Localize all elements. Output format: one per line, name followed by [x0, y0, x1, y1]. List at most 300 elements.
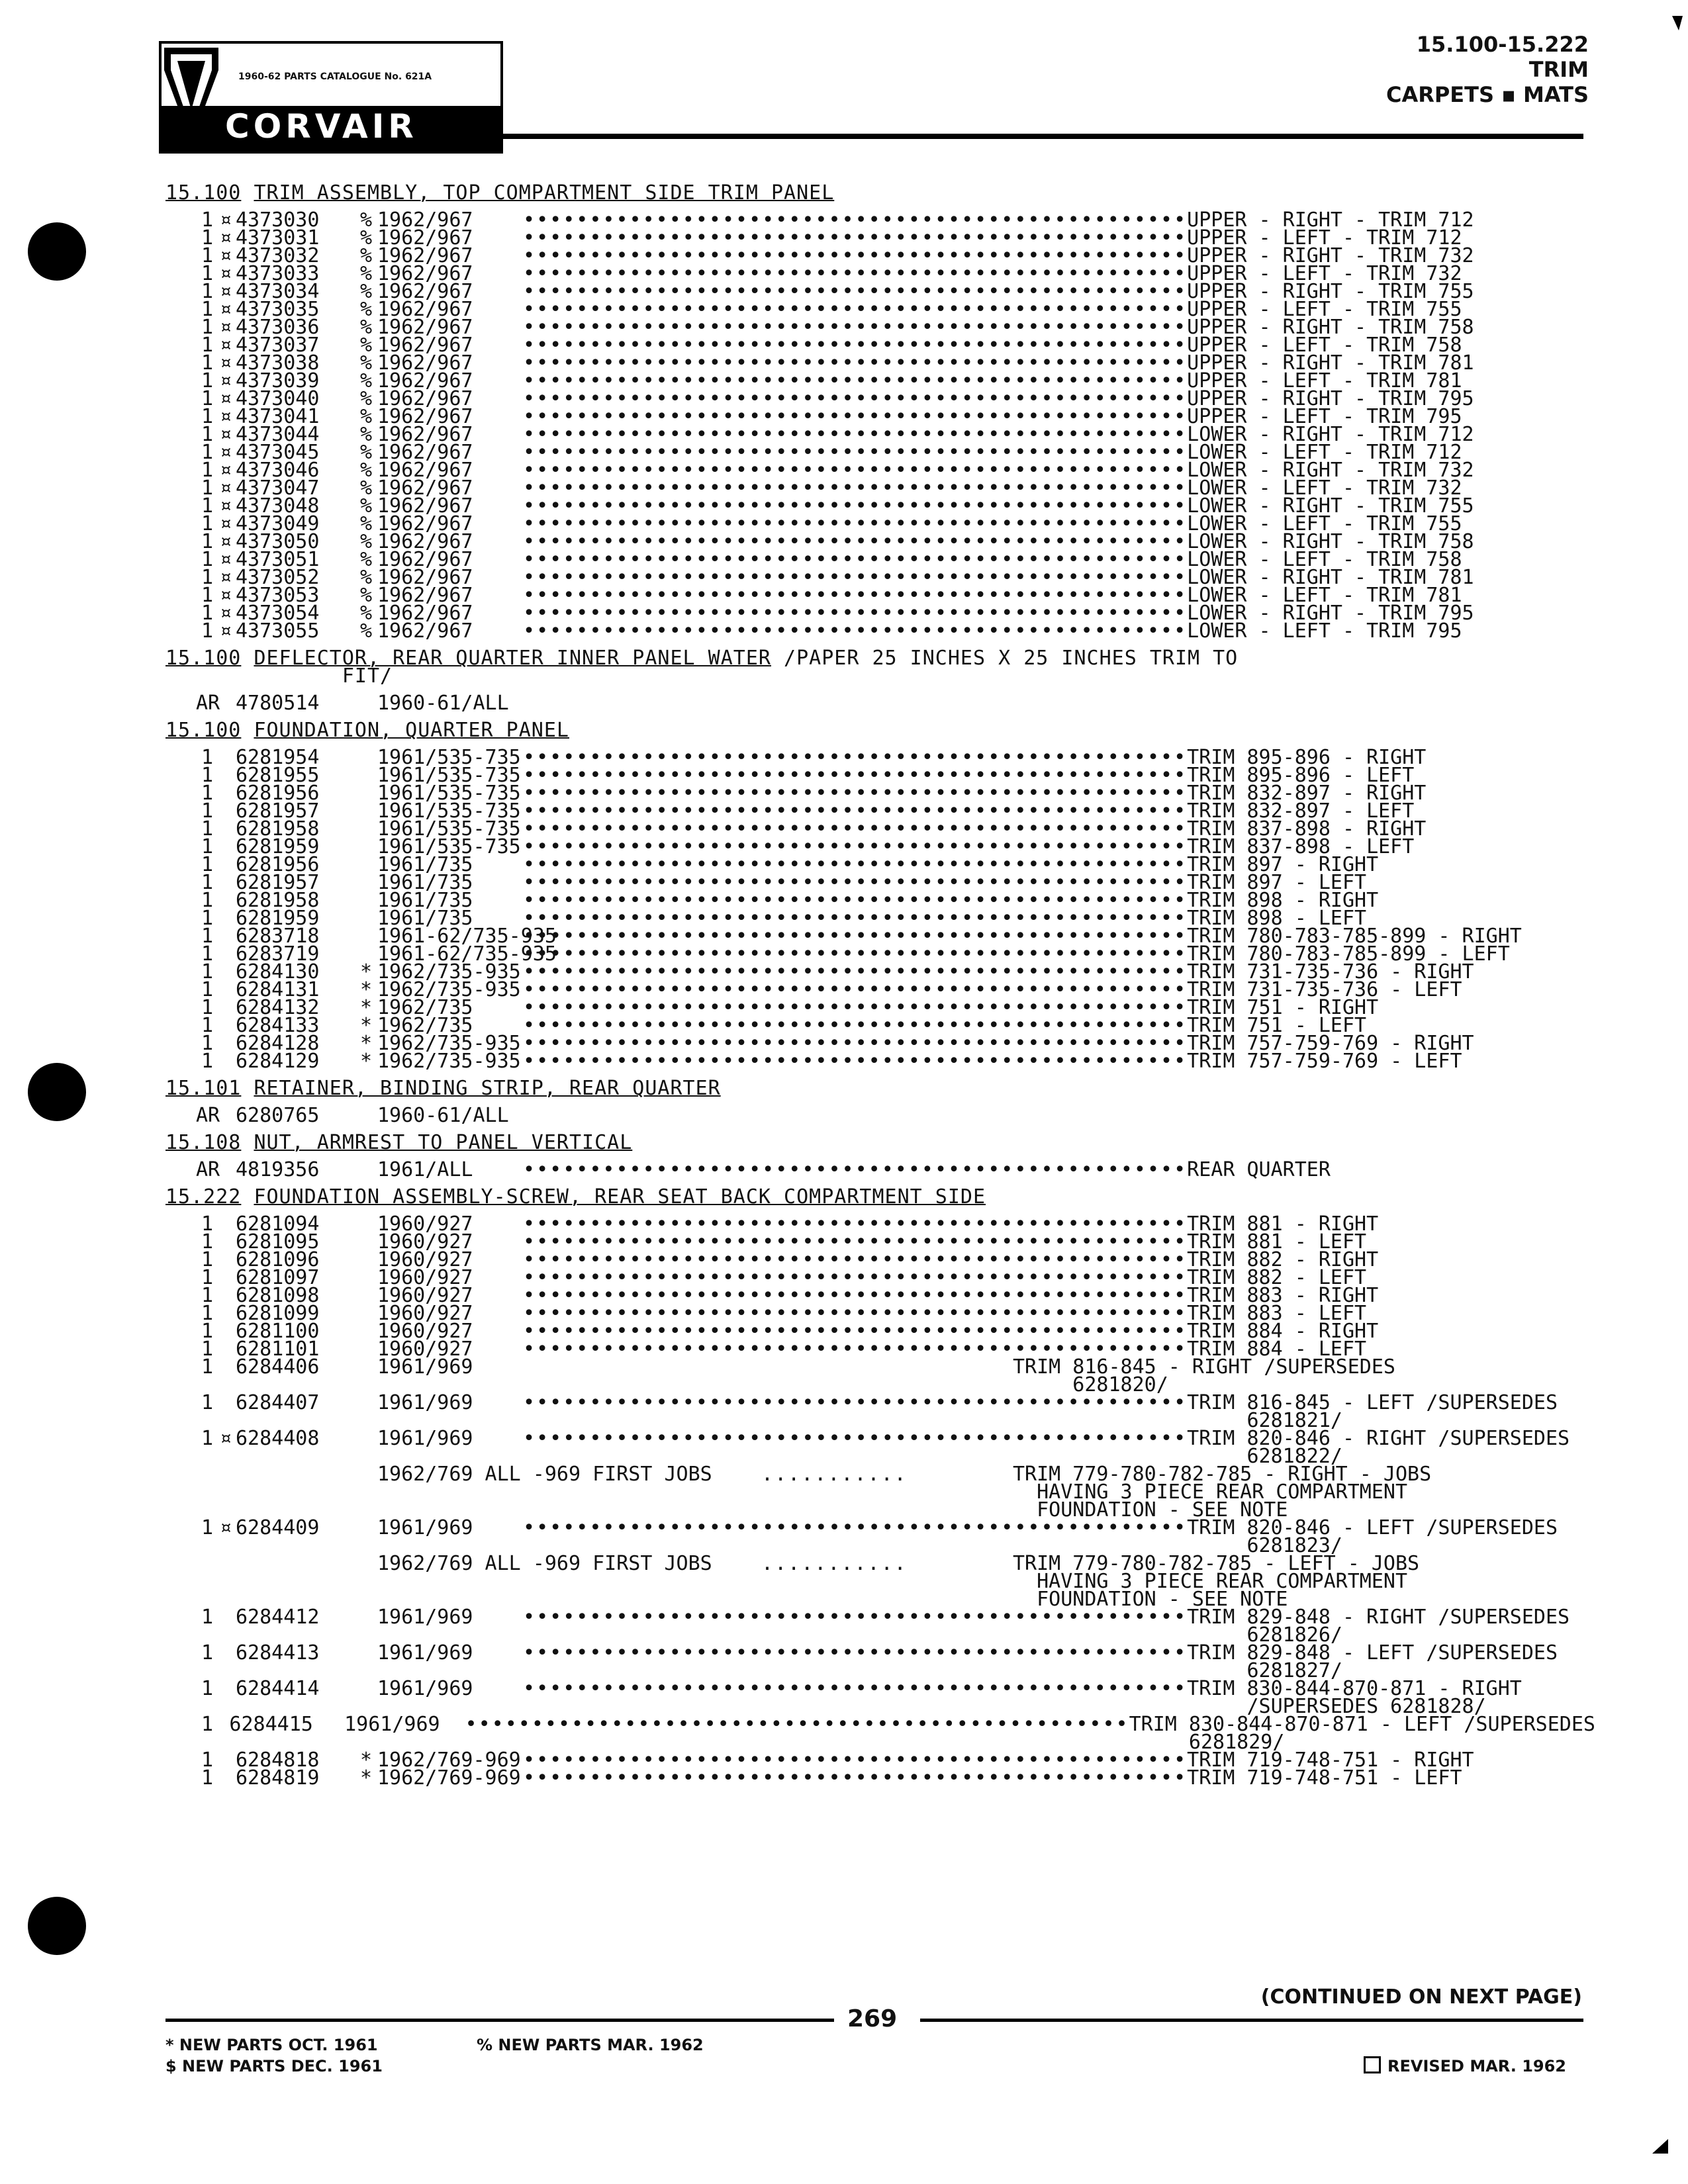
part-row: [165, 1391, 1595, 1432]
model-year: 1961/969: [377, 1516, 473, 1539]
part-description: UPPER - RIGHT - TRIM 795: [1187, 387, 1474, 410]
new-part-symbol: [355, 1555, 377, 1608]
part-quantity: 1: [201, 1320, 214, 1343]
brand-name: CORVAIR: [225, 107, 418, 146]
new-part-symbol: *: [359, 978, 373, 1001]
part-quantity: 1: [201, 512, 214, 535]
part-number: 6284413: [236, 1641, 320, 1664]
model-year: 1961/969: [344, 1713, 440, 1736]
leader-dots: ••••••••••••••••••••••••••••••••••••••••••••••••••: [510, 226, 1188, 250]
change-mark: ¤: [219, 244, 232, 267]
part-number: 6281959: [236, 835, 320, 858]
part-quantity: 1: [201, 280, 214, 303]
new-part-symbol: %: [359, 280, 373, 303]
part-number: 6284131: [236, 978, 320, 1001]
part-row: [165, 692, 1595, 715]
new-part-symbol: [326, 1715, 345, 1751]
leader-dots: ••••••••••••••••••••••••••••••••••••••••••••••••••: [510, 1158, 1188, 1181]
model-year: 1962/967: [377, 584, 473, 607]
group-title: TRIM: [1528, 57, 1589, 82]
corvair-logo: [159, 41, 503, 154]
part-description: UPPER - LEFT - TRIM 758: [1187, 334, 1462, 357]
part-description: UPPER - RIGHT - TRIM 781: [1187, 351, 1474, 375]
part-row: [165, 1427, 1595, 1468]
change-mark: ¤: [219, 530, 232, 553]
change-mark: [216, 1107, 236, 1124]
leader-dots: ••••••••••••••••••••••••••••••••••••••••••••••••••: [510, 1032, 1188, 1055]
part-description: TRIM 820-846 - LEFT /SUPERSEDES 6281823/: [1187, 1516, 1558, 1557]
model-year: 1961/535-735: [377, 799, 521, 823]
model-year: 1962/967: [377, 602, 473, 625]
change-mark: [216, 945, 236, 963]
part-quantity: 1: [201, 1606, 214, 1629]
leader-dots: ••••••••••••••••••••••••••••••••••••••••••••••••••: [510, 1641, 1188, 1664]
part-description: UPPER - RIGHT - TRIM 758: [1187, 316, 1474, 339]
part-number: 6281954: [236, 746, 320, 769]
new-part-symbol: [355, 1251, 377, 1269]
part-quantity: 1: [201, 566, 214, 589]
section-heading: [165, 1079, 1595, 1107]
leader-dots: ••••••••••••••••••••••••••••••••••••••••••••••••••: [510, 1284, 1188, 1307]
part-number: 6284406: [236, 1355, 320, 1379]
part-number: 6284818: [236, 1749, 320, 1772]
footer-rule-right: [920, 2019, 1583, 2022]
leader-dots: ••••••••••••••••••••••••••••••••••••••••••••••••••: [510, 782, 1188, 805]
leader-dots: ••••••••••••••••••••••••••••••••••••••••••••••••••: [510, 405, 1188, 428]
part-description: TRIM 881 - RIGHT: [1187, 1212, 1379, 1236]
part-number: 6281101: [236, 1338, 320, 1361]
change-mark: ¤: [219, 1427, 232, 1450]
part-quantity: 1: [201, 602, 214, 625]
model-year: 1962/967: [377, 459, 473, 482]
part-description: TRIM 837-898 - LEFT: [1187, 835, 1415, 858]
model-year: 1962/967: [377, 494, 473, 518]
new-part-symbol: %: [359, 512, 373, 535]
new-part-symbol: [355, 856, 377, 874]
part-number: 6284129: [236, 1050, 320, 1073]
part-description: UPPER - LEFT - TRIM 732: [1187, 262, 1462, 285]
section-title: TRIM ASSEMBLY, TOP COMPARTMENT SIDE TRIM PANEL: [254, 181, 835, 205]
new-part-symbol: [355, 1287, 377, 1304]
part-description: TRIM 884 - RIGHT: [1187, 1320, 1379, 1343]
footer-rule-left: [165, 2019, 834, 2022]
part-row: [165, 1158, 1595, 1181]
leader-dots: ••••••••••••••••••••••••••••••••••••••••••••••••••: [510, 459, 1188, 482]
model-year: 1962/769-969: [377, 1749, 521, 1772]
change-mark: [216, 1644, 236, 1680]
change-mark: [216, 802, 236, 820]
part-quantity: 1: [201, 782, 214, 805]
part-quantity: 1: [201, 1014, 214, 1037]
part-number: 4373050: [236, 530, 320, 553]
part-quantity: 1: [201, 853, 214, 876]
new-part-symbol: [355, 1161, 377, 1179]
part-description: TRIM 829-848 - RIGHT /SUPERSEDES 6281826/: [1187, 1606, 1570, 1647]
leader-dots: [510, 1358, 1013, 1394]
section-heading: [165, 1185, 1595, 1215]
new-part-symbol: %: [359, 244, 373, 267]
new-part-symbol: %: [359, 226, 373, 250]
new-part-symbol: %: [359, 298, 373, 321]
part-quantity: 1: [201, 925, 214, 948]
punch-hole-top: [28, 222, 86, 281]
model-year: 1961/969: [377, 1355, 473, 1379]
part-description: TRIM 898 - RIGHT: [1187, 889, 1379, 912]
leader-dots: ••••••••••••••••••••••••••••••••••••••••••••••••••: [510, 530, 1188, 553]
part-description: TRIM 830-844-870-871 - LEFT /SUPERSEDES 6281829/: [1129, 1713, 1595, 1754]
part-number: 6281956: [236, 853, 320, 876]
new-part-symbol: [355, 874, 377, 891]
leader-dots: ••••••••••••••••••••••••••••••••••••••••••••••••••: [510, 817, 1188, 841]
new-part-symbol: %: [359, 387, 373, 410]
leader-dots: ••••••••••••••••••••••••••••••••••••••••••••••••••: [510, 1677, 1188, 1700]
model-year: 1961/535-735: [377, 782, 521, 805]
part-number: 6281958: [236, 817, 320, 841]
leader-dots: ••••••••••••••••••••••••••••••••••••••••••••••••••: [510, 799, 1188, 823]
leader-dots: ••••••••••••••••••••••••••••••••••••••••••••••••••: [451, 1713, 1129, 1736]
model-year: 1960/927: [377, 1302, 473, 1325]
part-quantity: 1: [201, 799, 214, 823]
parts-listing: [165, 175, 1595, 1790]
section-title: FOUNDATION, QUARTER PANEL: [254, 719, 569, 742]
leader-dots: ••••••••••••••••••••••••••••••••••••••••••••••••••: [510, 512, 1188, 535]
new-part-symbol: [355, 838, 377, 856]
change-mark: [216, 820, 236, 838]
change-mark: ¤: [219, 405, 232, 428]
model-year: 1960-61/ALL: [377, 1104, 509, 1127]
part-description: UPPER - LEFT - TRIM 712: [1187, 226, 1462, 250]
part-quantity: 1: [201, 871, 214, 894]
part-number: 4373053: [236, 584, 320, 607]
part-quantity: 1: [201, 889, 214, 912]
part-number: 4373036: [236, 316, 320, 339]
model-year: 1961/969: [377, 1606, 473, 1629]
leader-dots: ••••••••••••••••••••••••••••••••••••••••••••••••••: [510, 853, 1188, 876]
leader-dots: ••••••••••••••••••••••••••••••••••••••••••••••••••: [510, 1302, 1188, 1325]
page-number: 269: [847, 2005, 898, 2032]
part-row: [165, 1050, 1595, 1073]
new-part-symbol: [355, 1269, 377, 1287]
change-mark: [216, 856, 236, 874]
part-quantity: 1: [201, 1749, 214, 1772]
section-heading: [165, 649, 1595, 694]
part-number: 6284132: [236, 996, 320, 1019]
section-heading: [165, 1131, 1595, 1161]
section-title: FOUNDATION ASSEMBLY-SCREW, REAR SEAT BACK COMPARTMENT SIDE: [254, 1185, 986, 1208]
leader-dots: ••••••••••••••••••••••••••••••••••••••••••••••••••: [510, 1050, 1188, 1073]
change-mark: [216, 1269, 236, 1287]
part-description: TRIM 731-735-736 - RIGHT: [1187, 960, 1474, 983]
legend-mar-1962: % NEW PARTS MAR. 1962: [477, 2036, 704, 2054]
leader-dots: ••••••••••••••••••••••••••••••••••••••••••••••••••: [510, 244, 1188, 267]
new-part-symbol: [355, 1608, 377, 1644]
part-description: TRIM 779-780-782-785 - LEFT - JOBS HAVING 3 PIECE REAR COMPARTMENT FOUNDATION - SEE NOTE: [1013, 1552, 1420, 1611]
change-mark: ¤: [219, 1516, 232, 1539]
corner-mark-bottom-icon: [1652, 2139, 1668, 2154]
leader-dots: ••••••••••••••••••••••••••••••••••••••••••••••••••: [510, 208, 1188, 232]
change-mark: ¤: [219, 280, 232, 303]
change-mark: ¤: [219, 387, 232, 410]
part-description: LOWER - LEFT - TRIM 795: [1187, 619, 1462, 643]
change-mark: ¤: [219, 619, 232, 643]
part-quantity: 1: [201, 1212, 214, 1236]
part-quantity: 1: [201, 584, 214, 607]
part-row: [165, 1552, 1595, 1611]
header-rule: [503, 134, 1583, 139]
leader-dots: ••••••••••••••••••••••••••••••••••••••••••••••••••: [510, 298, 1188, 321]
part-number: 4373049: [236, 512, 320, 535]
model-year: 1962/769 ALL -969 FIRST JOBS: [377, 1552, 712, 1575]
leader-dots: ...........: [748, 1552, 908, 1575]
model-year: 1960/927: [377, 1266, 473, 1289]
part-quantity: 1: [201, 1032, 214, 1055]
part-number: 4373047: [236, 477, 320, 500]
part-description: TRIM 884 - LEFT: [1187, 1338, 1367, 1361]
model-year: 1962/967: [377, 387, 473, 410]
change-mark: ¤: [219, 494, 232, 518]
leader-dots: ••••••••••••••••••••••••••••••••••••••••••••••••••: [510, 1766, 1188, 1790]
part-number: 4373051: [236, 548, 320, 571]
new-part-symbol: %: [359, 477, 373, 500]
part-row: [165, 1516, 1595, 1557]
new-part-symbol: %: [359, 584, 373, 607]
model-year: 1962/735-935: [377, 978, 521, 1001]
part-quantity: AR: [196, 1158, 220, 1181]
checkbox-icon: [1364, 2056, 1381, 2073]
section-code: 15.222: [165, 1185, 242, 1208]
part-description: UPPER - RIGHT - TRIM 755: [1187, 280, 1474, 303]
part-quantity: [165, 1465, 216, 1519]
continued-note: (CONTINUED ON NEXT PAGE): [1260, 1985, 1582, 2009]
part-number: 6281094: [236, 1212, 320, 1236]
new-part-symbol: [355, 1215, 377, 1233]
new-part-symbol: %: [359, 494, 373, 518]
new-part-symbol: %: [359, 459, 373, 482]
part-quantity: 1: [201, 817, 214, 841]
part-description: TRIM 719-748-751 - RIGHT: [1187, 1749, 1474, 1772]
model-year: 1961/535-735: [377, 817, 521, 841]
part-number: 4373046: [236, 459, 320, 482]
new-part-symbol: [355, 1394, 377, 1430]
part-description: LOWER - RIGHT - TRIM 712: [1187, 423, 1474, 446]
part-quantity: 1: [201, 978, 214, 1001]
change-mark: [216, 1680, 236, 1715]
new-part-symbol: *: [359, 1050, 373, 1073]
part-description: LOWER - RIGHT - TRIM 758: [1187, 530, 1474, 553]
new-part-symbol: %: [359, 405, 373, 428]
part-number: 6281096: [236, 1248, 320, 1271]
part-number: 4373048: [236, 494, 320, 518]
model-year: 1962/967: [377, 226, 473, 250]
part-number: 6284414: [236, 1677, 320, 1700]
part-description: TRIM 895-896 - RIGHT: [1187, 746, 1427, 769]
change-mark: [216, 927, 236, 945]
new-part-symbol: %: [359, 423, 373, 446]
part-description: TRIM 751 - LEFT: [1187, 1014, 1367, 1037]
leader-dots: ••••••••••••••••••••••••••••••••••••••••••••••••••: [510, 548, 1188, 571]
model-year: 1961/535-735: [377, 835, 521, 858]
part-quantity: 1: [201, 942, 214, 966]
part-description: UPPER - LEFT - TRIM 755: [1187, 298, 1462, 321]
change-mark: [216, 1465, 236, 1519]
change-mark: [216, 1251, 236, 1269]
part-quantity: 1: [201, 423, 214, 446]
leader-dots: ••••••••••••••••••••••••••••••••••••••••••••••••••: [510, 1230, 1188, 1253]
leader-dots: ••••••••••••••••••••••••••••••••••••••••••••••••••: [510, 1266, 1188, 1289]
leader-dots: ••••••••••••••••••••••••••••••••••••••••••••••••••: [510, 1248, 1188, 1271]
model-year: 1962/967: [377, 441, 473, 464]
new-part-symbol: [355, 694, 377, 712]
part-number: 4373044: [236, 423, 320, 446]
leader-dots: ••••••••••••••••••••••••••••••••••••••••••••••••••: [510, 1516, 1188, 1539]
part-quantity: 1: [201, 1641, 214, 1664]
part-description: LOWER - LEFT - TRIM 712: [1187, 441, 1462, 464]
part-number: 4819356: [236, 1158, 320, 1181]
part-description: UPPER - LEFT - TRIM 795: [1187, 405, 1462, 428]
part-quantity: 1: [201, 459, 214, 482]
part-quantity: 1: [201, 530, 214, 553]
part-description: TRIM 898 - LEFT: [1187, 907, 1367, 930]
legend-oct-1961: * NEW PARTS OCT. 1961: [165, 2036, 378, 2054]
change-mark: ¤: [219, 459, 232, 482]
part-number: 6281958: [236, 889, 320, 912]
change-mark: [216, 1287, 236, 1304]
part-description: UPPER - LEFT - TRIM 781: [1187, 369, 1462, 392]
new-part-symbol: [355, 1465, 377, 1519]
part-description: TRIM 757-759-769 - RIGHT: [1187, 1032, 1474, 1055]
model-year: 1962/967: [377, 208, 473, 232]
change-mark: ¤: [219, 226, 232, 250]
part-description: TRIM 830-844-870-871 - RIGHT /SUPERSEDES 6281828/: [1187, 1677, 1522, 1718]
leader-dots: ••••••••••••••••••••••••••••••••••••••••••••••••••: [510, 584, 1188, 607]
leader-dots: ••••••••••••••••••••••••••••••••••••••••••••••••••: [510, 441, 1188, 464]
change-mark: ¤: [219, 441, 232, 464]
leader-dots: ••••••••••••••••••••••••••••••••••••••••••••••••••: [510, 387, 1188, 410]
new-part-symbol: %: [359, 566, 373, 589]
model-year: 1960/927: [377, 1320, 473, 1343]
model-year: 1961/969: [377, 1427, 473, 1450]
change-mark: [213, 1715, 229, 1751]
part-quantity: 1: [201, 441, 214, 464]
part-quantity: 1: [201, 298, 214, 321]
part-number: 4373035: [236, 298, 320, 321]
part-description: TRIM 883 - LEFT: [1187, 1302, 1367, 1325]
change-mark: [216, 1394, 236, 1430]
change-mark: ¤: [219, 423, 232, 446]
new-part-symbol: [355, 749, 377, 766]
part-description: UPPER - RIGHT - TRIM 712: [1187, 208, 1474, 232]
part-quantity: 1: [201, 996, 214, 1019]
part-number: 4373055: [236, 619, 320, 643]
part-number: 4373031: [236, 226, 320, 250]
part-description: TRIM 832-897 - LEFT: [1187, 799, 1415, 823]
change-mark: [216, 1340, 236, 1358]
part-quantity: 1: [201, 477, 214, 500]
new-part-symbol: [355, 1680, 377, 1715]
change-mark: [216, 1769, 236, 1787]
model-year: 1962/735: [377, 996, 473, 1019]
leader-dots: ••••••••••••••••••••••••••••••••••••••••••••••••••: [510, 477, 1188, 500]
part-description: [1013, 1107, 1595, 1124]
part-description: TRIM 895-896 - LEFT: [1187, 764, 1415, 787]
model-year: 1960/927: [377, 1284, 473, 1307]
part-description: TRIM 816-845 - LEFT /SUPERSEDES 6281821/: [1187, 1391, 1558, 1432]
part-quantity: AR: [196, 692, 220, 715]
new-part-symbol: [355, 1107, 377, 1124]
section-code: 15.101: [165, 1077, 242, 1100]
part-number: 6281098: [236, 1284, 320, 1307]
new-part-symbol: [355, 927, 377, 945]
section-code: 15.108: [165, 1131, 242, 1154]
model-year: 1961/535-735: [377, 764, 521, 787]
new-part-symbol: [355, 1340, 377, 1358]
section-title: DEFLECTOR, REAR QUARTER INNER PANEL WATER: [254, 647, 771, 670]
model-year: 1962/967: [377, 548, 473, 571]
model-year: 1960-61/ALL: [377, 692, 509, 715]
part-description: TRIM 882 - LEFT: [1187, 1266, 1367, 1289]
change-mark: [216, 1555, 236, 1608]
new-part-symbol: %: [359, 602, 373, 625]
change-mark: [216, 963, 236, 981]
leader-dots: ••••••••••••••••••••••••••••••••••••••••••••••••••: [510, 764, 1188, 787]
part-number: 6283719: [236, 942, 320, 966]
new-part-symbol: [355, 1644, 377, 1680]
part-description: LOWER - LEFT - TRIM 781: [1187, 584, 1462, 607]
part-description: TRIM 832-897 - RIGHT: [1187, 782, 1427, 805]
model-year: 1960/927: [377, 1230, 473, 1253]
change-mark: [216, 1161, 236, 1179]
section-title: RETAINER, BINDING STRIP, REAR QUARTER: [254, 1077, 721, 1100]
part-description: TRIM 780-783-785-899 - RIGHT: [1187, 925, 1522, 948]
part-number: 6281957: [236, 871, 320, 894]
section-code: 15.100: [165, 719, 242, 742]
change-mark: [216, 1358, 236, 1394]
part-quantity: 1: [201, 960, 214, 983]
leader-dots: ••••••••••••••••••••••••••••••••••••••••••••••••••: [510, 960, 1188, 983]
model-year: 1962/735-935: [377, 960, 521, 983]
new-part-symbol: [355, 909, 377, 927]
new-part-symbol: [355, 1233, 377, 1251]
model-year: 1962/735-935: [377, 1050, 521, 1073]
part-description: TRIM 779-780-782-785 - RIGHT - JOBS HAVING 3 PIECE REAR COMPARTMENT FOUNDATION - SEE NOTE: [1013, 1463, 1432, 1522]
part-quantity: 1: [201, 1677, 214, 1700]
change-mark: [216, 1215, 236, 1233]
part-row: [165, 1606, 1595, 1647]
part-number: 6284409: [236, 1516, 320, 1539]
part-number: 6281099: [236, 1302, 320, 1325]
model-year: 1962/735-935: [377, 1032, 521, 1055]
model-year: 1960/927: [377, 1212, 473, 1236]
change-mark: ¤: [219, 566, 232, 589]
part-number: 4780514: [236, 692, 320, 715]
new-part-symbol: [355, 820, 377, 838]
part-quantity: 1: [201, 226, 214, 250]
leader-dots: ••••••••••••••••••••••••••••••••••••••••••••••••••: [510, 619, 1188, 643]
model-year: 1962/967: [377, 477, 473, 500]
change-mark: ¤: [219, 602, 232, 625]
change-mark: [216, 1233, 236, 1251]
change-mark: ¤: [219, 584, 232, 607]
model-year: 1961/535-735: [377, 746, 521, 769]
part-description: TRIM 882 - RIGHT: [1187, 1248, 1379, 1271]
part-description: LOWER - LEFT - TRIM 755: [1187, 512, 1462, 535]
model-year: 1961/969: [377, 1641, 473, 1664]
model-year: 1962/967: [377, 316, 473, 339]
new-part-symbol: [355, 1519, 377, 1555]
part-number: 6281100: [236, 1320, 320, 1343]
leader-dots: ••••••••••••••••••••••••••••••••••••••••••••••••••: [510, 871, 1188, 894]
part-row: [165, 1355, 1595, 1396]
